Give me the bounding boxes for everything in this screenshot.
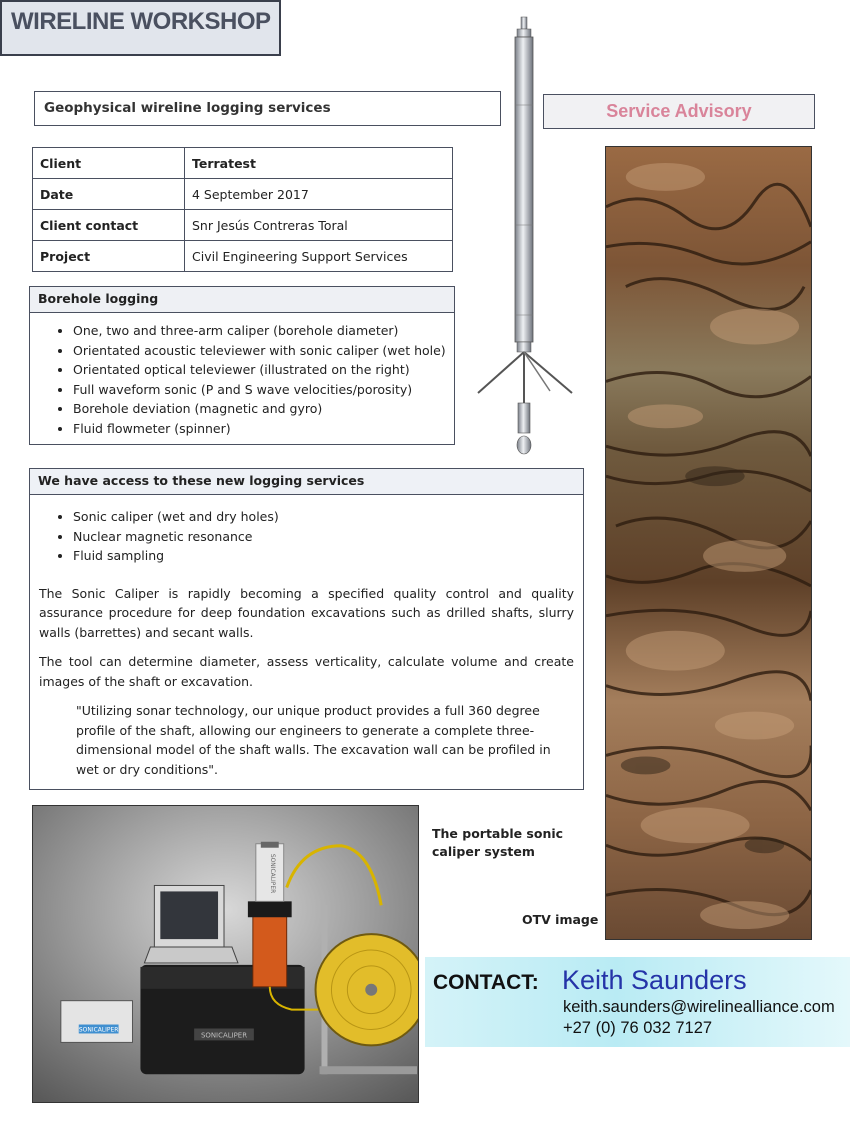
date-value: 4 September 2017 — [185, 179, 453, 210]
contact-phone[interactable]: +27 (0) 76 032 7127 — [563, 1019, 713, 1037]
date-label: Date — [33, 179, 185, 210]
new-services-section — [29, 468, 584, 790]
case-label: SONICALIPER — [200, 1031, 248, 1040]
contact-name: Keith Saunders — [562, 965, 747, 995]
otv-rock-image — [605, 146, 812, 940]
new-services-list — [30, 507, 583, 566]
list-item: • Orientated acoustic televiewer with sonic caliper (wet hole) — [73, 341, 454, 361]
project-label: Project — [33, 241, 185, 272]
contact-label: CONTACT: — [433, 971, 539, 994]
client-label: Client — [33, 148, 185, 179]
sonic-caliper-paragraph: The Sonic Caliper is rapidly becoming a specified quality control and quality assurance procedure for deep foundation excavations such as drilled shafts, slurry walls (barrettes) and secant walls. — [39, 585, 574, 640]
list-item: • Orientated optical televiewer (illustrated on the right) — [73, 360, 454, 380]
sonic-caliper-photo — [32, 805, 419, 1103]
client-contact-value: Snr Jesús Contreras Toral — [185, 210, 453, 241]
borehole-logging-heading: Borehole logging — [30, 287, 454, 313]
new-services-heading: We have access to these new logging services — [30, 469, 583, 495]
tool-capability-paragraph: The tool can determine diameter, assess verticality, calculate volume and create images of the shaft or excavation. — [39, 654, 574, 689]
televiewer-tool-illustration — [470, 15, 580, 455]
otv-caption: OTV image — [522, 912, 599, 927]
contact-email[interactable]: keith.saunders@wirelinealliance.com — [563, 998, 835, 1016]
page-subtitle: Geophysical wireline logging services — [34, 91, 501, 126]
list-item: • Nuclear magnetic resonance — [73, 527, 583, 547]
sonar-quote: "Utilizing sonar technology, our unique product provides a full 360 degree profile of the shaft, allowing our engineers to generate a complete three-dimensional model of the shaft walls. The excavation wall can be profiled in wet or dry conditions". — [76, 703, 551, 777]
list-item: • Fluid flowmeter (spinner) — [73, 419, 454, 439]
sensor-label: SONICALIPER — [268, 853, 276, 894]
list-item: • Sonic caliper (wet and dry holes) — [73, 507, 583, 527]
list-item: • Borehole deviation (magnetic and gyro) — [73, 399, 454, 419]
interface-box-label: SONICALIPER — [78, 1026, 119, 1034]
contact-panel — [425, 957, 850, 1047]
table-row — [33, 241, 453, 272]
photo-caption: The portable sonic caliper system — [432, 826, 564, 859]
service-advisory-heading: Service Advisory — [543, 94, 815, 129]
borehole-logging-section — [29, 286, 455, 445]
list-item: • Fluid sampling — [73, 546, 583, 566]
client-value: Terratest — [185, 148, 453, 179]
table-row — [33, 148, 453, 179]
table-row — [33, 210, 453, 241]
list-item: • Full waveform sonic (P and S wave velocities/porosity) — [73, 380, 454, 400]
project-value: Civil Engineering Support Services — [185, 241, 453, 272]
client-contact-label: Client contact — [33, 210, 185, 241]
client-info-table — [32, 147, 453, 272]
borehole-logging-list — [30, 321, 454, 438]
table-row — [33, 179, 453, 210]
list-item: • One, two and three-arm caliper (borehole diameter) — [73, 321, 454, 341]
page-title: WIRELINE WORKSHOP — [0, 0, 281, 56]
